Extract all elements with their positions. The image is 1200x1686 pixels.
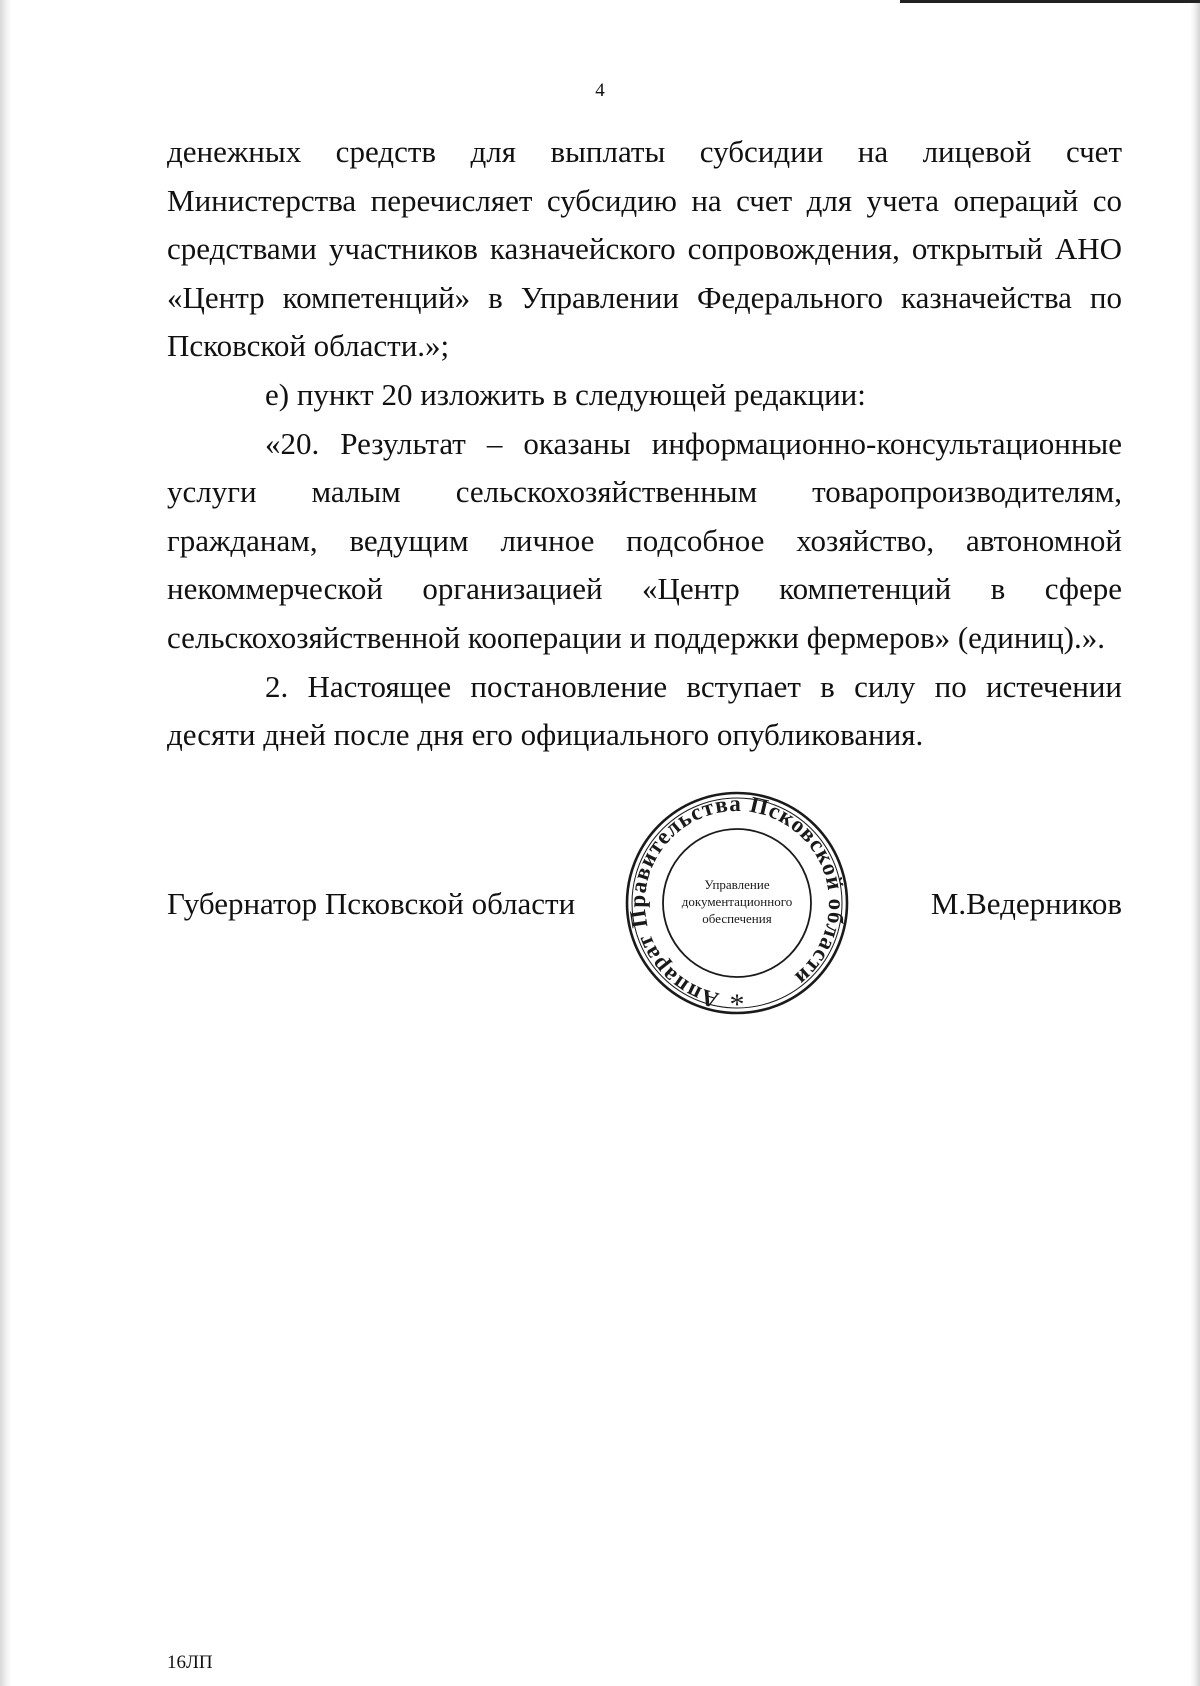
footer-document-code: 16ЛП [167, 1652, 213, 1673]
scan-edge-right [1190, 0, 1200, 1686]
signatory-title: Губернатор Псковской области [167, 886, 576, 921]
document-body [167, 128, 1122, 760]
seal-outer-text: Аппарат Правительства Псковской области [624, 790, 850, 1013]
signatory-name: М.Ведерников [930, 886, 1122, 921]
official-seal [622, 770, 852, 1030]
scan-edge-left [0, 0, 12, 1686]
paragraph-point-20: «20. Результат – оказаны информационно-консультационные услуги малым сельскохозяйственным товаропроизводителям, гражданам, ведущим личное подсобное хозяйство, автономной некоммерческой организацией «Центр компетенций в сфере сельскохозяйственной кооперации и поддержки фермеров» (единиц).». [167, 425, 1122, 655]
seal-center-line-2: документационного [681, 894, 793, 909]
paragraph-continuation: денежных средств для выплаты субсидии на лицевой счет Министерства перечисляет субсидию на счет для учета операций со средствами участников казначейского сопровождения, открытый АНО «Центр компетенций» в Управлении Федерального казначейства по Псковской области.»; [167, 134, 1122, 364]
page-number: 4 [595, 80, 605, 101]
paragraph-item-e: е) пункт 20 изложить в следующей редакции: [265, 376, 866, 412]
top-scan-line [900, 0, 1200, 3]
seal-star-icon: * [729, 988, 745, 1021]
paragraph-effective-date: 2. Настоящее постановление вступает в силу по истечении десяти дней после дня его официального опубликования. [167, 668, 1122, 753]
seal-center-line-1: Управление [704, 877, 770, 892]
seal-center-line-3: обеспечения [702, 911, 772, 926]
